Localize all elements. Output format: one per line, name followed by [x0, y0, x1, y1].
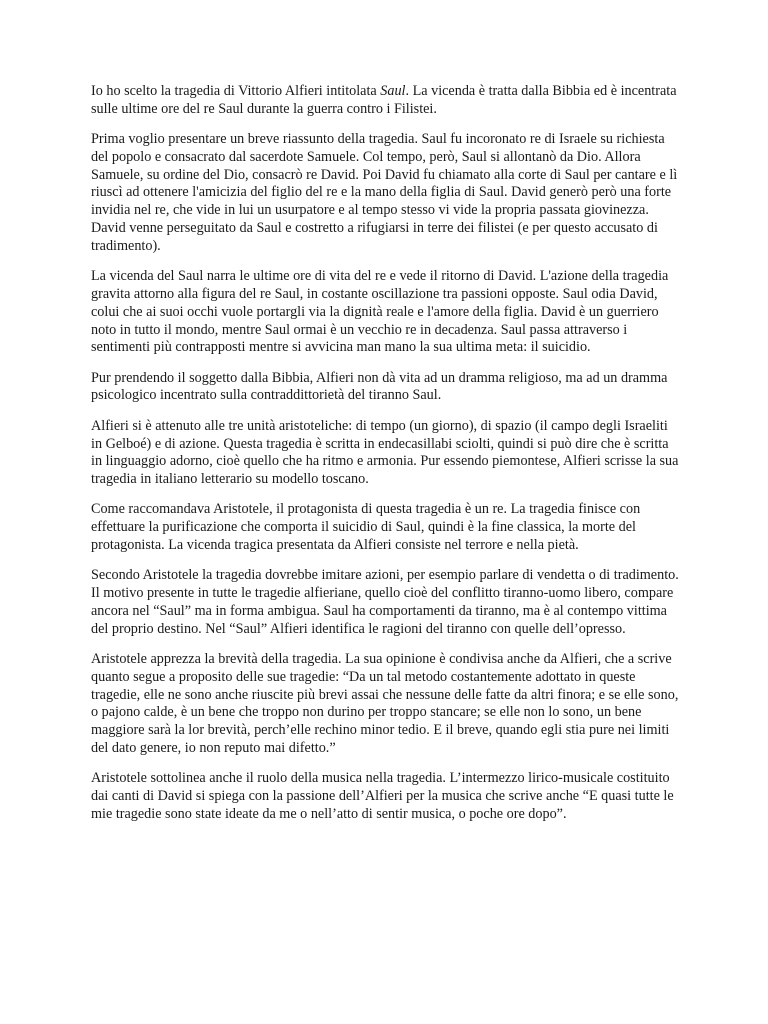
paragraph-plot: La vicenda del Saul narra le ultime ore di vita del re e vede il ritorno di David. L'azione della tragedia gravita attorno alla figura del re Saul, in costante oscillazione tra passioni opposte. Saul odia David, colui che ai suoi occhi vuole portargli via la dignità reale e l'amore della figlia. David è un guerriero noto in tutto il mondo, mentre Saul ormai è un vecchio re in decadenza. Saul passa attraverso i sentimenti più contrapposti mentre si avvicina man mano la sua ultima meta: il suicidio.: [91, 268, 669, 356]
document-body: [91, 83, 680, 836]
tragedy-title: Saul: [380, 83, 406, 99]
paragraph-tyrant-conflict: Secondo Aristotele la tragedia dovrebbe imitare azioni, per esempio parlare di vendetta o di tradimento. Il motivo presente in tutte le tragedie alfieriane, quello cioè del conflitto tiranno-uomo libero, compare ancora nel “Saul” ma in forma ambigua. Saul ha comportamenti da tiranno, ma è al contempo vittima del proprio destino. Nel “Saul” Alfieri identifica le ragioni del tiranno con quelle dell’opresso.: [91, 567, 679, 637]
paragraph-aristotelian-unities: Alfieri si è attenuto alle tre unità aristoteliche: di tempo (un giorno), di spazio (il campo degli Israeliti in Gelboé) e di azione. Questa tragedia è scritta in endecasillabi sciolti, quindi si può dire che è scritta in linguaggio adorno, cioè quello che ha ritmo e armonia. Pur essendo piemontese, Alfieri scrisse la sua tragedia in italiano letterario su modello toscano.: [91, 417, 679, 488]
intro-text-end: . La vicenda è tratta dalla Bibbia ed è incentrata sulle ultime ore del re Saul durante la guerra contro i Filistei.: [91, 83, 677, 117]
intro-paragraph: [91, 83, 680, 119]
paragraph-summary: Prima voglio presentare un breve riassunto della tragedia. Saul fu incoronato re di Israele su richiesta del popolo e consacrato dal sacerdote Samuele. Col tempo, però, Saul si allontanò da Dio. Allora Samuele, su ordine del Dio, consacrò re David. Poi David fu chiamato alla corte di Saul per cantare e lì riuscì ad ottenere l'amicizia del figlio del re e la mano della figlia di Saul. David generò però una forte invidia nel re, che vide in lui un usurpatore e al tempo stesso vi vide la propria passata giovinezza. David venne perseguitato da Saul e costretto a rifugiarsi in terre dei filistei (e per questo accusato di tradimento).: [91, 131, 678, 254]
paragraph-brevity: Aristotele apprezza la brevità della tragedia. La sua opinione è condivisa anche da Alfieri, che a scrive quanto segue a proposito delle sue tragedie: “Da un tal metodo costantemente adottato in queste tragedie, elle ne sono anche riuscite più brevi assai che nessune delle fatte da altri finora; e se elle sono, o pajono calde, è un bene che troppo non durino per troppo stancare; se elle non lo sono, un bene maggiore sarà la lor brevità, perch’elle rechino minor tedio. E il breve, quando egli stia pure nei limiti del dato genere, io non reputo mai difetto.”: [91, 651, 679, 756]
paragraph-psychological-drama: Pur prendendo il soggetto dalla Bibbia, Alfieri non dà vita ad un dramma religioso, ma ad un dramma psicologico incentrato sulla contraddittorietà del tiranno Saul.: [91, 369, 668, 404]
paragraph-music: Aristotele sottolinea anche il ruolo della musica nella tragedia. L’intermezzo lirico-musicale costituito dai canti di David si spiega con la passione dell’Alfieri per la musica che scrive anche “E quasi tutte le mie tragedie sono state ideate da me o nell’atto di sentir musica, o poche ore dopo”.: [91, 770, 674, 822]
paragraph-protagonist: Come raccomandava Aristotele, il protagonista di questa tragedia è un re. La tragedia finisce con effettuare la purificazione che comporta il suicidio di Saul, quindi è la fine classica, la morte del protagonista. La vicenda tragica presentata da Alfieri consiste nel terrore e nella pietà.: [91, 501, 641, 554]
intro-text-start: Io ho scelto la tragedia di Vittorio Alfieri intitolata: [91, 83, 381, 99]
